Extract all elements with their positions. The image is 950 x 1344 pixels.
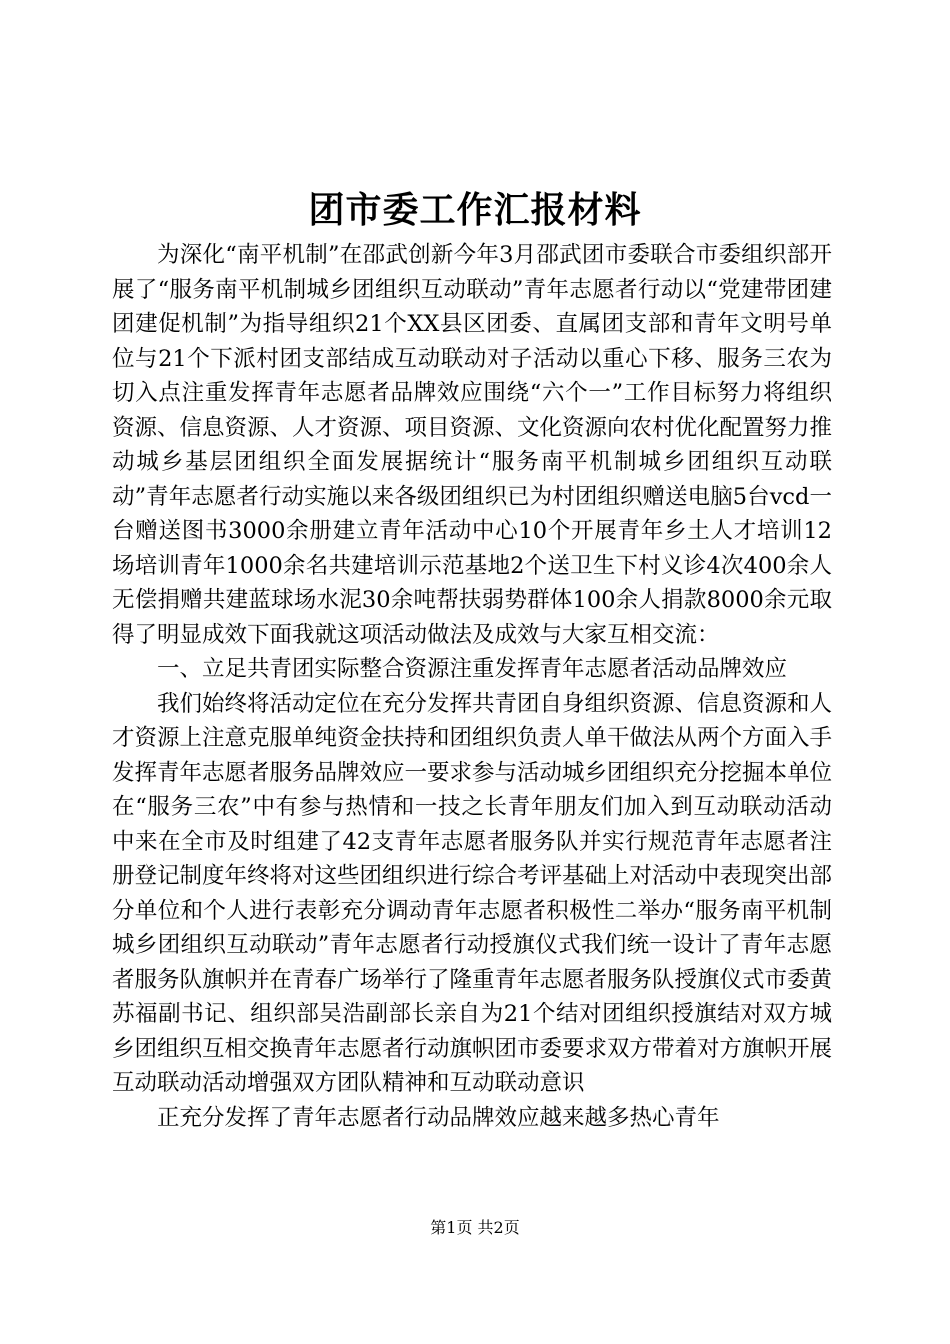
page-number-footer: 第1页 共2页 xyxy=(430,1218,520,1237)
document-title: 团市委工作汇报材料 xyxy=(308,189,642,231)
paragraph-intro: 为深化“南平机制”在邵武创新今年3月邵武团市委联合市委组织部开展了“服务南平机制城乡团组织互动联动”青年志愿者行动以“党建带团建团建促机制”为指导组织21个XX县区团委、直属团支部和青年文明号单位与21个下派村团支部结成互动联动对子活动以重心下移、服务三农为切入点注重发挥青年志愿者品牌效应围绕“六个一”工作目标努力将组织资源、信息资源、人才资源、项目资源、文化资源向农村优化配置努力推动城乡基层团组织全面发展据统计“服务南平机制城乡团组织互动联动”青年志愿者行动实施以来各级团组织已为村团组织赠送电脑5台vcd一台赠送图书3000余册建立青年活动中心10个开展青年乡土人才培训12场培训青年1000余名共建培训示范基地2个送卫生下村义诊4次400余人无偿捐赠共建蓝球场水泥30余吨帮扶弱势群体100余人捐款8000余元取得了明显成效下面我就这项活动做法及成效与大家互相交流： xyxy=(112,242,833,648)
section-heading-1: 一、立足共青团实际整合资源注重发挥青年志愿者活动品牌效应 xyxy=(157,656,788,682)
document-body xyxy=(112,238,832,1135)
paragraph-section-1: 我们始终将活动定位在充分发挥共青团自身组织资源、信息资源和人才资源上注意克服单纯资金扶持和团组织负责人单干做法从两个方面入手发挥青年志愿者服务品牌效应一要求参与活动城乡团组织充分挖掘本单位在“服务三农”中有参与热情和一技之长青年朋友们加入到互动联动活动中来在全市及时组建了42支青年志愿者服务队并实行规范青年志愿者注册登记制度年终将对这些团组织进行综合考评基础上对活动中表现突出部分单位和个人进行表彰充分调动青年志愿者积极性二举办“服务南平机制城乡团组织互动联动”青年志愿者行动授旗仪式我们统一设计了青年志愿者服务队旗帜并在青春广场举行了隆重青年志愿者服务队授旗仪式市委黄苏福副书记、组织部吴浩副部长亲自为21个结对团组织授旗结对双方城乡团组织互相交换青年志愿者行动旗帜团市委要求双方带着对方旗帜开展互动联动活动增强双方团队精神和互动联动意识 xyxy=(112,690,833,1096)
paragraph-continued: 正充分发挥了青年志愿者行动品牌效应越来越多热心青年 xyxy=(157,1104,720,1131)
